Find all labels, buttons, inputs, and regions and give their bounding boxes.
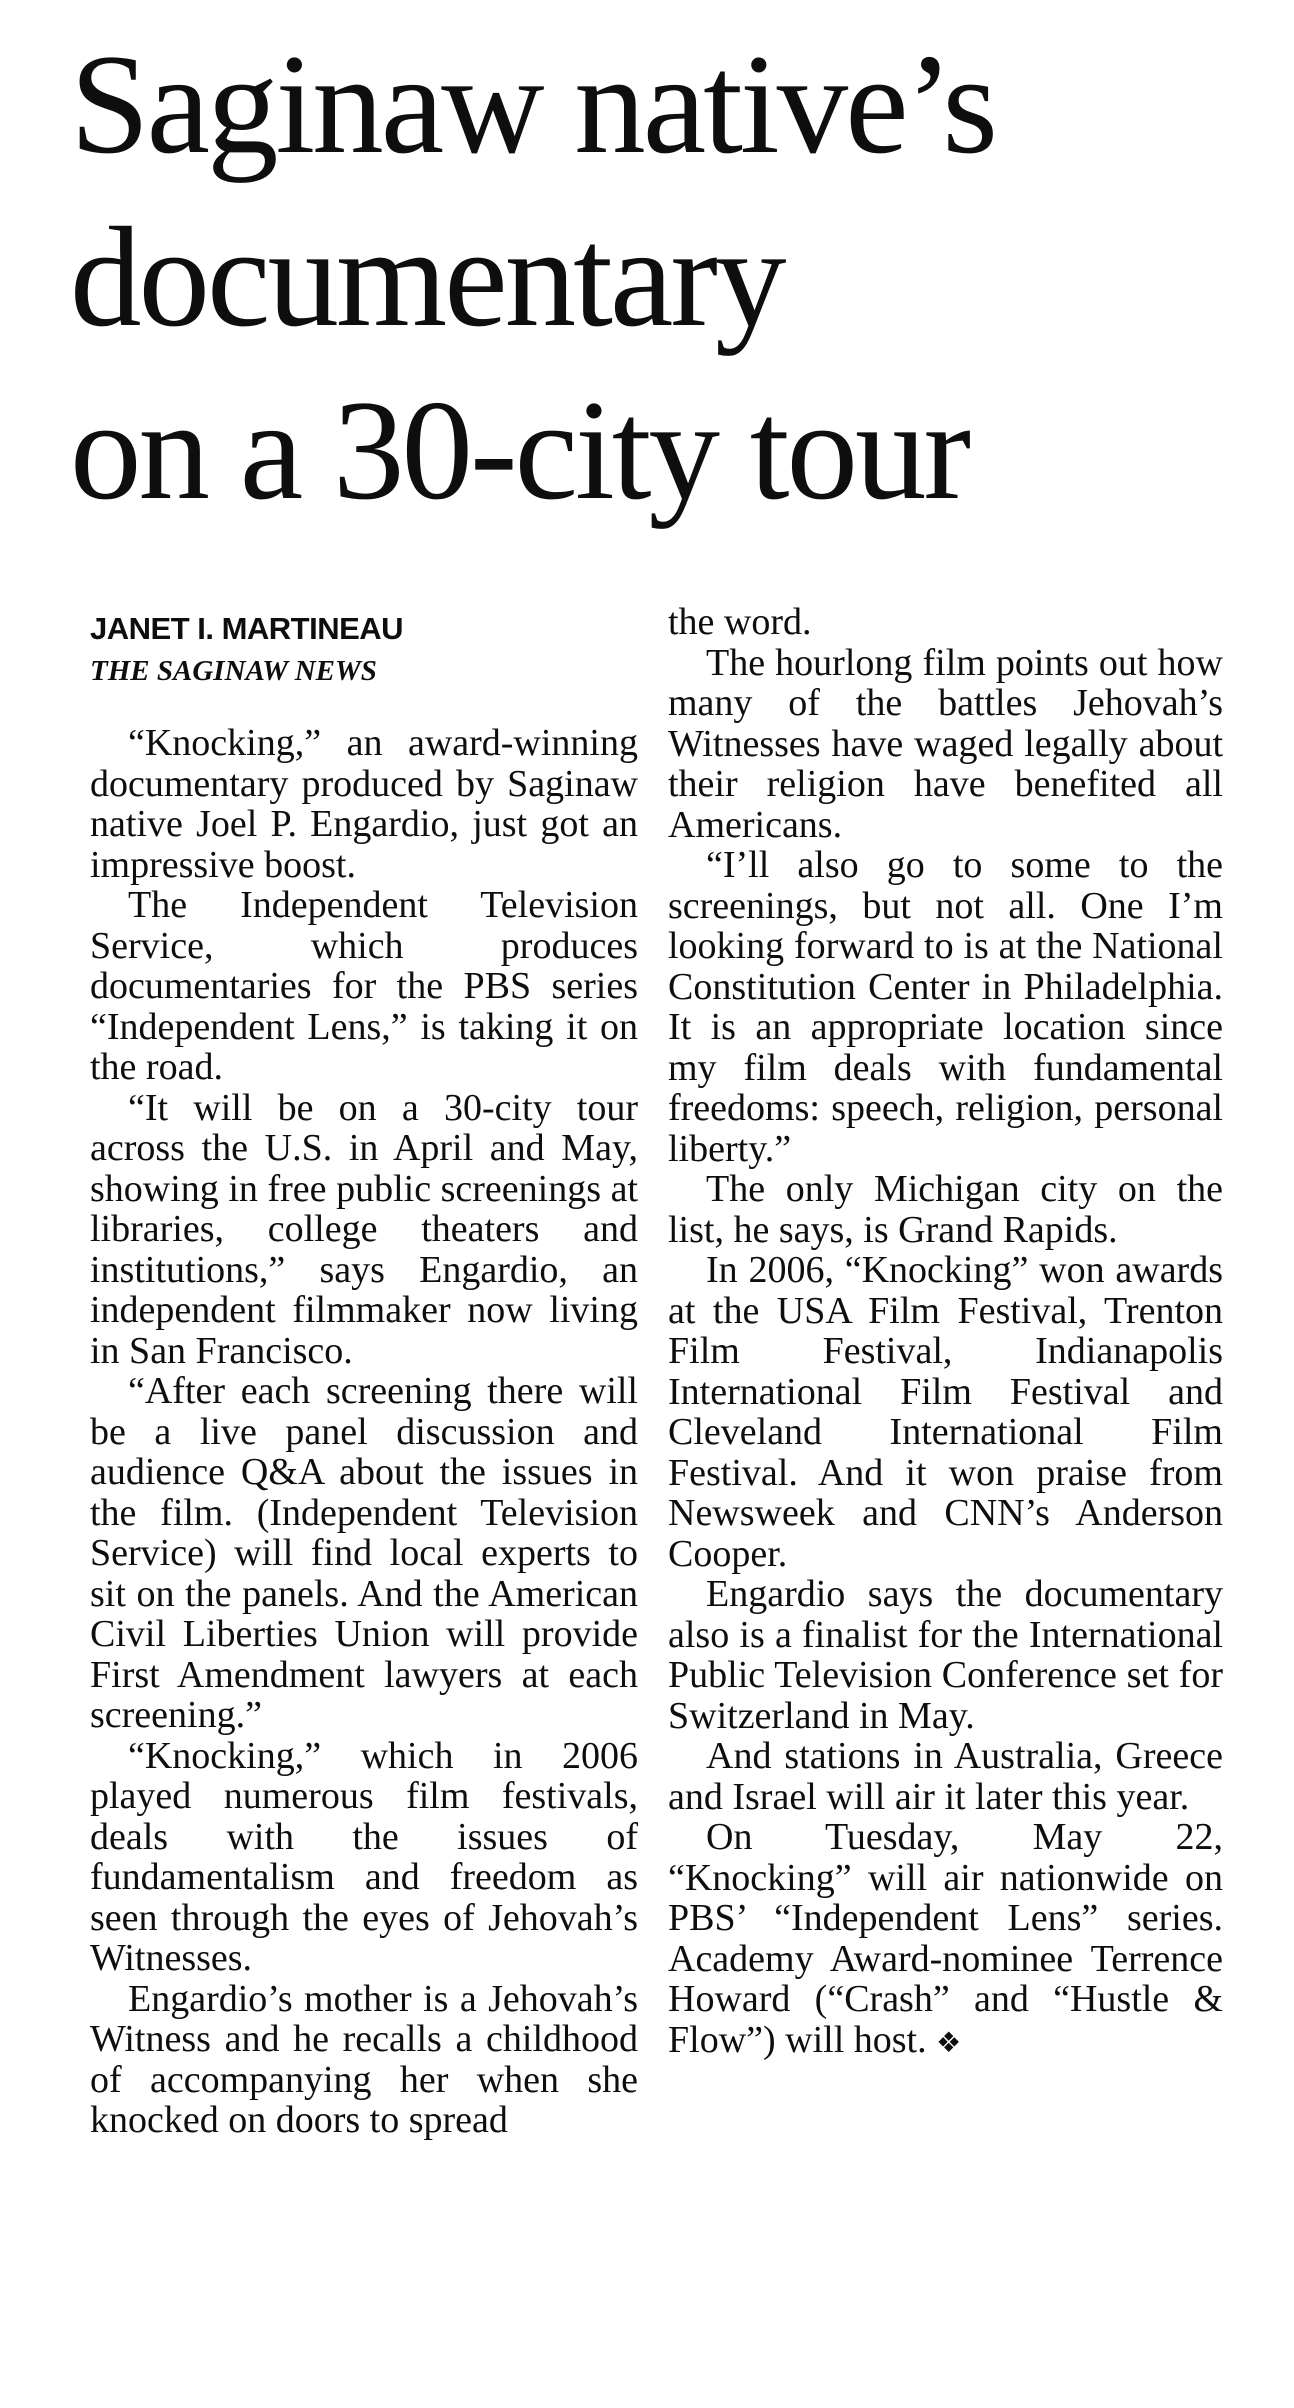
- paragraph: The only Michigan city on the list, he says, is Grand Rapids.: [668, 1168, 1223, 1251]
- paragraph-continued: the word.: [668, 601, 812, 643]
- paragraph: “Knocking,” an award-winning documentary produced by Saginaw native Joel P. Engardio, just got an impressive boost.: [90, 722, 638, 886]
- headline-line-2: documentary: [70, 198, 784, 356]
- byline-publication: THE SAGINAW NEWS: [90, 655, 377, 687]
- article-column-right: [668, 602, 1223, 2064]
- end-mark-icon: ❖: [936, 2027, 962, 2059]
- paragraph: Engardio’s mother is a Jehovah’s Witness and he recalls a childhood of accompanying her when she knocked on doors to spread: [90, 1977, 638, 2141]
- headline-line-1: Saginaw native’s: [70, 25, 996, 183]
- paragraph: The Independent Television Service, which produces documentaries for the PBS series “Independent Lens,” is taking it on the road.: [90, 884, 638, 1088]
- byline-author: JANET I. MARTINEAU: [90, 611, 404, 646]
- paragraph: In 2006, “Knocking” won awards at the USA Film Festival, Trenton Film Festival, Indianapolis International Film Festival and Cleveland International Film Festival. And it won praise from Newsweek and CNN’s Anderson Cooper.: [668, 1249, 1223, 1575]
- article-column-left: [90, 723, 638, 2141]
- headline-line-3: on a 30-city tour: [70, 371, 969, 529]
- headline: [70, 18, 1250, 537]
- paragraph: “It will be on a 30-city tour across the U.S. in April and May, showing in free public screenings at libraries, college theaters and institutions,” says Engardio, an independent filmmaker now living in San Francisco.: [90, 1086, 638, 1372]
- paragraph: “Knocking,” which in 2006 played numerous film festivals, deals with the issues of fundamentalism and freedom as seen through the eyes of Jehovah’s Witnesses.: [90, 1734, 638, 1979]
- final-paragraph-text: On Tuesday, May 22, “Knocking” will air nationwide on PBS’ “Independent Lens” series. Academy Award-nominee Terrence Howard (“Crash” and “Hustle & Flow”) will host.: [668, 1816, 1223, 2061]
- paragraph: Engardio says the documentary also is a finalist for the International Public Television Conference set for Switzerland in May.: [668, 1573, 1223, 1737]
- paragraph: “I’ll also go to some to the screenings, but not all. One I’m looking forward to is at the National Constitution Center in Philadelphia. It is an appropriate location since my film deals with fundamental freedoms: speech, religion, personal liberty.”: [668, 844, 1223, 1170]
- paragraph: The hourlong film points out how many of the battles Jehovah’s Witnesses have waged legally about their religion have benefited all Americans.: [668, 641, 1223, 846]
- paragraph: “After each screening there will be a live panel discussion and audience Q&A about the issues in the film. (Independent Television Service) will find local experts to sit on the panels. And the American Civil Liberties Union will provide First Amendment lawyers at each screening.”: [90, 1370, 638, 1736]
- paragraph: And stations in Australia, Greece and Israel will air it later this year.: [668, 1735, 1223, 1818]
- paragraph-final: [668, 1817, 1223, 2064]
